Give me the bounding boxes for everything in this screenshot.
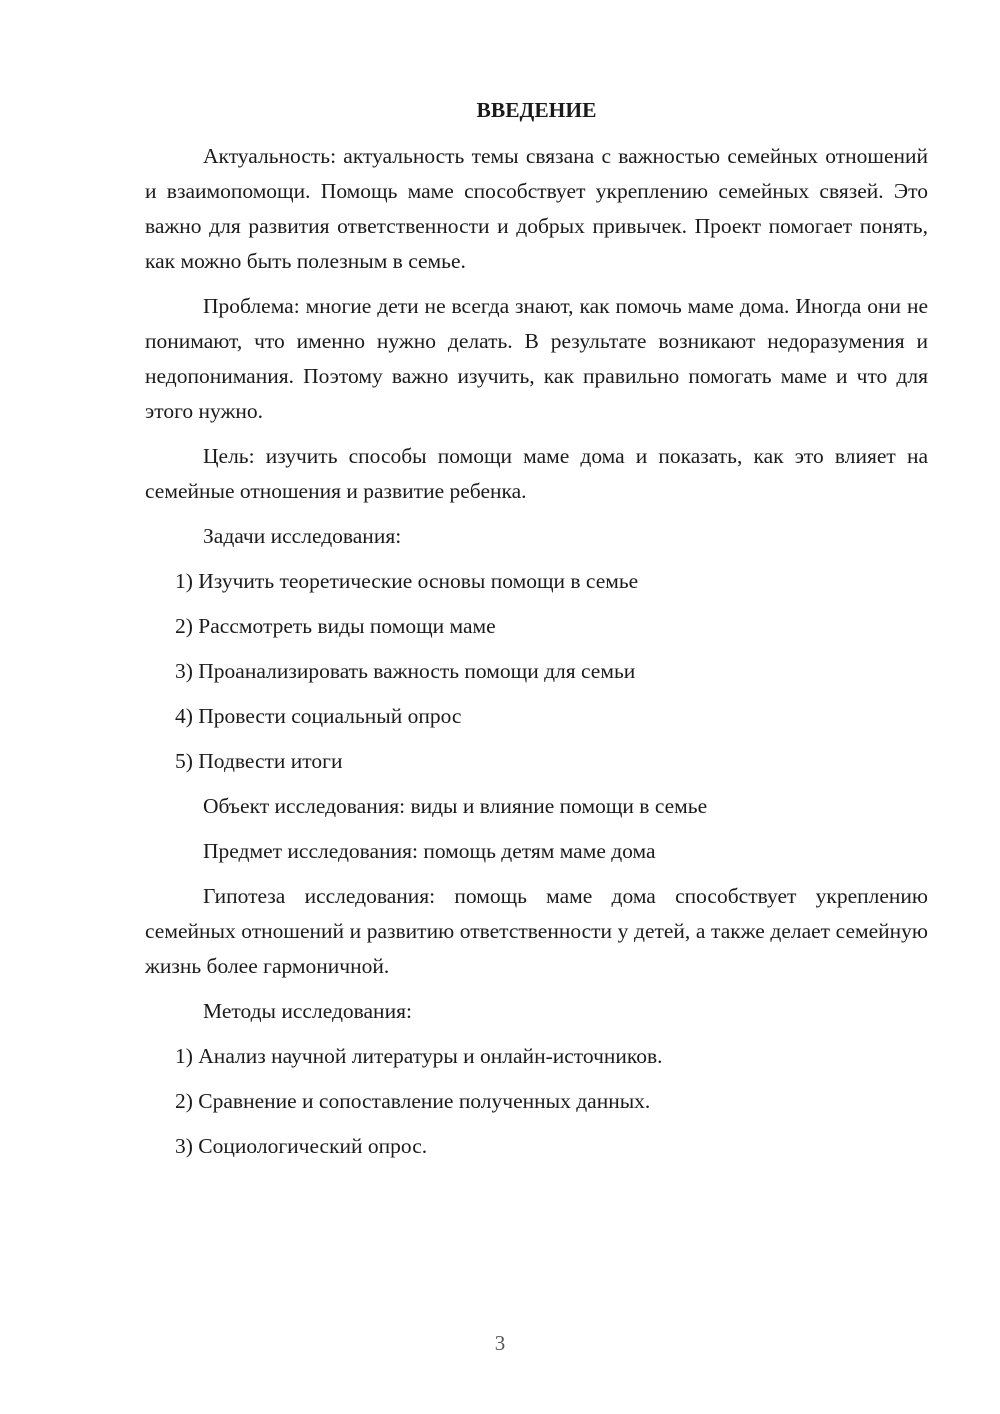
page-title: ВВЕДЕНИЕ [476, 98, 597, 122]
list-item: 4) Провести социальный опрос [175, 704, 462, 728]
list-item: 1) Изучить теоретические основы помощи в семье [175, 569, 639, 593]
list-item: 5) Подвести итоги [175, 749, 343, 773]
page-number: 3 [494, 1331, 506, 1355]
object-paragraph: Объект исследования: виды и влияние помощи в семье [203, 794, 708, 818]
list-item: 3) Социологический опрос. [175, 1134, 428, 1158]
relevance-paragraph: Актуальность: актуальность темы связана с важностью семейных отношений и взаимопомощи. Помощь маме способствует укреплению семейных связей. Это важно для развития ответственности и добрых привычек. Проект помогает понять, как можно быть полезным в семье. [145, 144, 928, 273]
list-item: 2) Рассмотреть виды помощи маме [175, 614, 496, 638]
methods-heading: Методы исследования: [203, 999, 412, 1023]
tasks-heading: Задачи исследования: [203, 524, 402, 548]
list-item: 1) Анализ научной литературы и онлайн-источников. [175, 1044, 663, 1068]
page-content [145, 93, 928, 1174]
methods-list [145, 1039, 928, 1164]
goal-paragraph: Цель: изучить способы помощи маме дома и показать, как это влияет на семейные отношения и развитие ребенка. [145, 444, 928, 503]
list-item: 3) Проанализировать важность помощи для семьи [175, 659, 636, 683]
hypothesis-paragraph: Гипотеза исследования: помощь маме дома способствует укреплению семейных отношений и развитию ответственности у детей, а также делает семейную жизнь более гармоничной. [145, 884, 928, 978]
subject-paragraph: Предмет исследования: помощь детям маме дома [203, 839, 656, 863]
list-item: 2) Сравнение и сопоставление полученных данных. [175, 1089, 651, 1113]
tasks-list [145, 564, 928, 779]
problem-paragraph: Проблема: многие дети не всегда знают, как помочь маме дома. Иногда они не понимают, что именно нужно делать. В результате возникают недоразумения и недопонимания. Поэтому важно изучить, как правильно помогать маме и что для этого нужно. [145, 294, 928, 423]
